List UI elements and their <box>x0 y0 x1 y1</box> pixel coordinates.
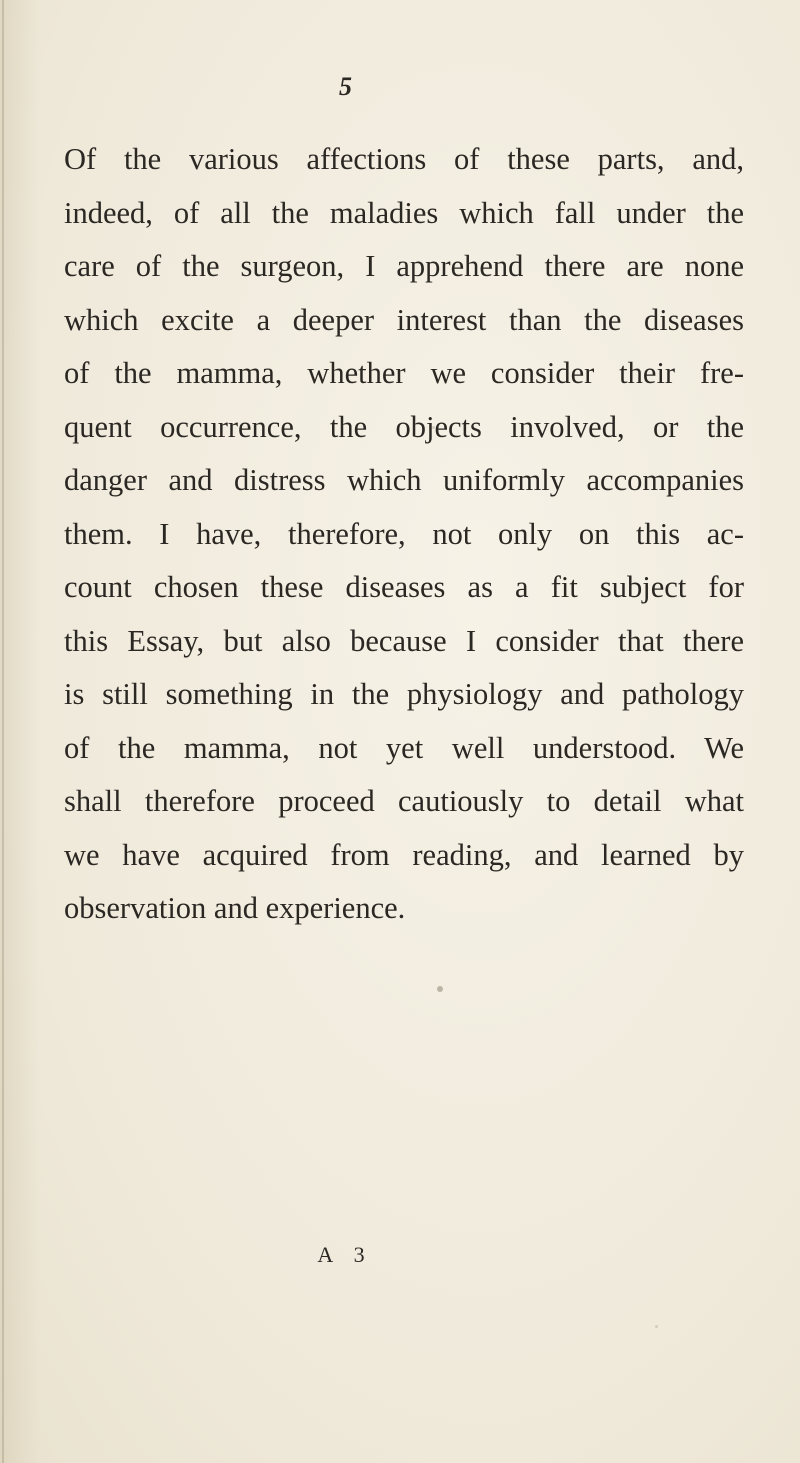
paper-speck <box>655 1325 658 1328</box>
signature-mark: A 3 <box>317 1242 373 1267</box>
paper-speck <box>432 426 435 429</box>
text-line: which excite a deeper interest than the diseases <box>64 302 744 337</box>
text-line: we have acquired from reading, and learned by <box>64 837 744 872</box>
body-paragraph <box>64 133 744 936</box>
text-line: of the mamma, not yet well understood. We <box>64 730 744 765</box>
text-line: them. I have, therefore, not only on this ac- <box>64 516 744 551</box>
text-line: observation and experience. <box>64 891 406 925</box>
page-number: 5 <box>339 72 353 101</box>
text-line: is still something in the physiology and pathology <box>64 677 744 711</box>
text-line: shall therefore proceed cautiously to detail what <box>64 784 744 818</box>
text-line: danger and distress which uniformly accompanies <box>64 463 744 497</box>
text-line: count chosen these diseases as a fit subject for <box>64 570 744 604</box>
paper-speck <box>437 986 443 992</box>
text-line: of the mamma, whether we consider their fre- <box>64 356 744 390</box>
text-line: this Essay, but also because I consider that there <box>64 623 744 658</box>
text-line: indeed, of all the maladies which fall under the <box>64 195 744 230</box>
text-line: quent occurrence, the objects involved, or the <box>64 409 744 444</box>
text-line: care of the surgeon, I apprehend there are none <box>64 249 744 283</box>
text-line: Of the various affections of these parts, and, <box>64 142 744 176</box>
